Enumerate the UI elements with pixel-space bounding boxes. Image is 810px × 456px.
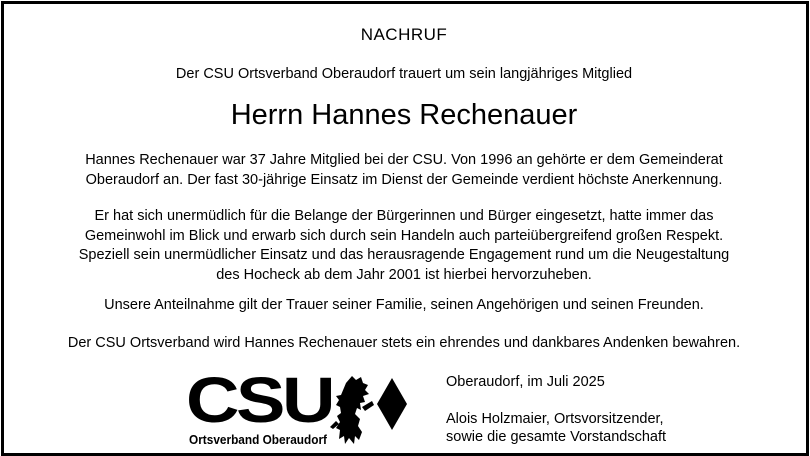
text-line: Speziell sein unermüdlicher Einsatz und das herausragende Engagement rund um die Neugestaltung: [78, 247, 730, 263]
text-line: Oberaudorf an. Der fast 30-jährige Einsatz im Dienst der Gemeinde verdient höchste Anerkennung.: [85, 171, 723, 188]
paragraph-engagement: [0, 207, 808, 285]
place-date: Oberaudorf, im Juli 2025: [446, 374, 605, 390]
signer-line: Alois Holzmaier, Ortsvorsitzender,: [446, 411, 664, 427]
text-line: des Hocheck ab dem Jahr 2001 ist hierbei hervorzuheben.: [216, 266, 592, 283]
diamond-icon: [377, 378, 407, 430]
text-line: Er hat sich unermüdlich für die Belange der Bürgerinnen und Bürger eingesetzt, hatte immer das: [94, 208, 714, 224]
deceased-name: Herrn Hannes Rechenauer: [230, 99, 578, 131]
paragraph-condolences: Unsere Anteilnahme gilt der Trauer seiner Familie, seinen Angehörigen und seinen Freunden.: [104, 297, 704, 313]
csu-logo: [186, 371, 411, 451]
text-line: Hannes Rechenauer war 37 Jahre Mitglied bei der CSU. Von 1996 an gehörte er dem Gemeinderat: [85, 152, 723, 168]
heading: NACHRUF: [360, 25, 448, 44]
text-line: Gemeinwohl im Blick und erwarb sich durch sein Handeln auch parteiübergreifend großen Respekt.: [84, 227, 724, 244]
signature-block: [446, 410, 666, 446]
board-line: sowie die gesamte Vorstandschaft: [446, 429, 667, 445]
intro-line: Der CSU Ortsverband Oberaudorf trauert um sein langjähriges Mitglied: [175, 66, 633, 82]
logo-subtitle: Ortsverband Oberaudorf: [189, 433, 328, 447]
paragraph-membership: [0, 151, 808, 190]
paragraph-remembrance: Der CSU Ortsverband wird Hannes Rechenauer stets ein ehrendes und dankbares Andenken bewahren.: [67, 335, 741, 351]
lion-icon: [330, 376, 374, 444]
logo-wordmark: CSU: [186, 371, 332, 436]
